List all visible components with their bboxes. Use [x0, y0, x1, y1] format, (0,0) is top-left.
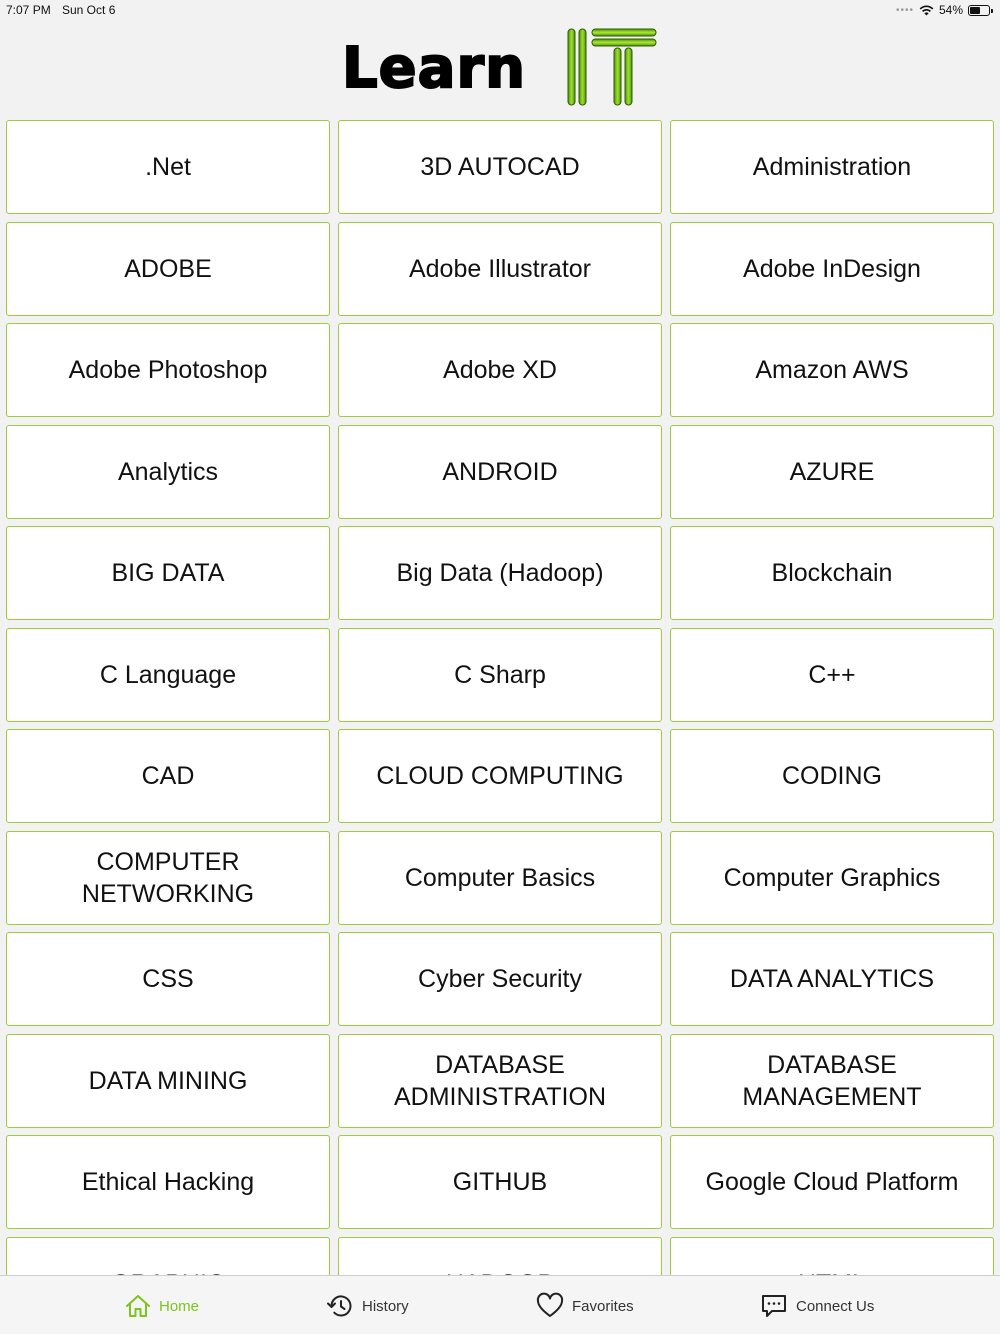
course-tile[interactable]: GITHUB — [338, 1135, 662, 1229]
course-tile[interactable]: Blockchain — [670, 526, 994, 620]
course-tile[interactable]: Amazon AWS — [670, 323, 994, 417]
course-tile[interactable]: Big Data (Hadoop) — [338, 526, 662, 620]
tab-home[interactable] — [125, 1292, 199, 1320]
course-tile[interactable]: Adobe Photoshop — [6, 323, 330, 417]
course-tile[interactable]: Adobe Illustrator — [338, 222, 662, 316]
history-icon — [326, 1293, 354, 1319]
tab-history[interactable] — [326, 1292, 409, 1320]
course-tile[interactable]: COMPUTER NETWORKING — [6, 831, 330, 925]
logo-word: Learn — [342, 36, 526, 101]
tab-connect-label: Connect Us — [796, 1297, 875, 1315]
battery-fill — [970, 7, 980, 14]
status-time: 7:07 PM — [6, 3, 51, 17]
course-tile[interactable]: DATABASE MANAGEMENT — [670, 1034, 994, 1128]
course-tile[interactable]: CLOUD COMPUTING — [338, 729, 662, 823]
course-tile[interactable]: .Net — [6, 120, 330, 214]
signal-dots-icon: •••• — [895, 4, 914, 16]
tab-favorites[interactable] — [536, 1292, 634, 1320]
course-tile[interactable]: Cyber Security — [338, 932, 662, 1026]
course-tile[interactable]: CAD — [6, 729, 330, 823]
course-tile[interactable]: DATA ANALYTICS — [670, 932, 994, 1026]
app-logo — [340, 26, 660, 110]
status-date: Sun Oct 6 — [62, 3, 116, 17]
tab-home-label: Home — [159, 1297, 200, 1315]
course-tile[interactable]: CSS — [6, 932, 330, 1026]
course-tile[interactable]: C Sharp — [338, 628, 662, 722]
status-bar — [0, 0, 1000, 20]
tab-history-label: History — [362, 1297, 409, 1315]
battery-percent: 54% — [938, 3, 963, 17]
course-tile[interactable]: DATABASE ADMINISTRATION — [338, 1034, 662, 1128]
course-tile[interactable]: Computer Graphics — [670, 831, 994, 925]
course-tile[interactable]: DATA MINING — [6, 1034, 330, 1128]
course-tile[interactable]: C++ — [670, 628, 994, 722]
course-tile[interactable]: CODING — [670, 729, 994, 823]
tab-favorites-label: Favorites — [572, 1297, 634, 1315]
logo-it-mark — [565, 26, 660, 108]
course-tile[interactable]: ANDROID — [338, 425, 662, 519]
course-tile[interactable]: Administration — [670, 120, 994, 214]
heart-icon — [536, 1293, 564, 1319]
course-tile[interactable]: Analytics — [6, 425, 330, 519]
course-tile[interactable]: BIG DATA — [6, 526, 330, 620]
course-tile[interactable]: C Language — [6, 628, 330, 722]
course-tile[interactable]: Computer Basics — [338, 831, 662, 925]
tab-connect[interactable] — [760, 1292, 874, 1320]
battery-icon — [968, 5, 990, 16]
course-tile[interactable]: Adobe InDesign — [670, 222, 994, 316]
wifi-icon — [919, 5, 934, 16]
course-tile[interactable]: Google Cloud Platform — [670, 1135, 994, 1229]
home-icon — [125, 1293, 151, 1319]
tab-bar — [0, 1275, 1000, 1334]
course-tile[interactable]: Adobe XD — [338, 323, 662, 417]
status-right — [896, 3, 990, 17]
course-tile[interactable]: 3D AUTOCAD — [338, 120, 662, 214]
course-tile[interactable]: ADOBE — [6, 222, 330, 316]
chat-icon — [760, 1293, 788, 1319]
course-tile[interactable]: AZURE — [670, 425, 994, 519]
course-grid — [6, 120, 994, 1275]
course-tile[interactable]: Ethical Hacking — [6, 1135, 330, 1229]
